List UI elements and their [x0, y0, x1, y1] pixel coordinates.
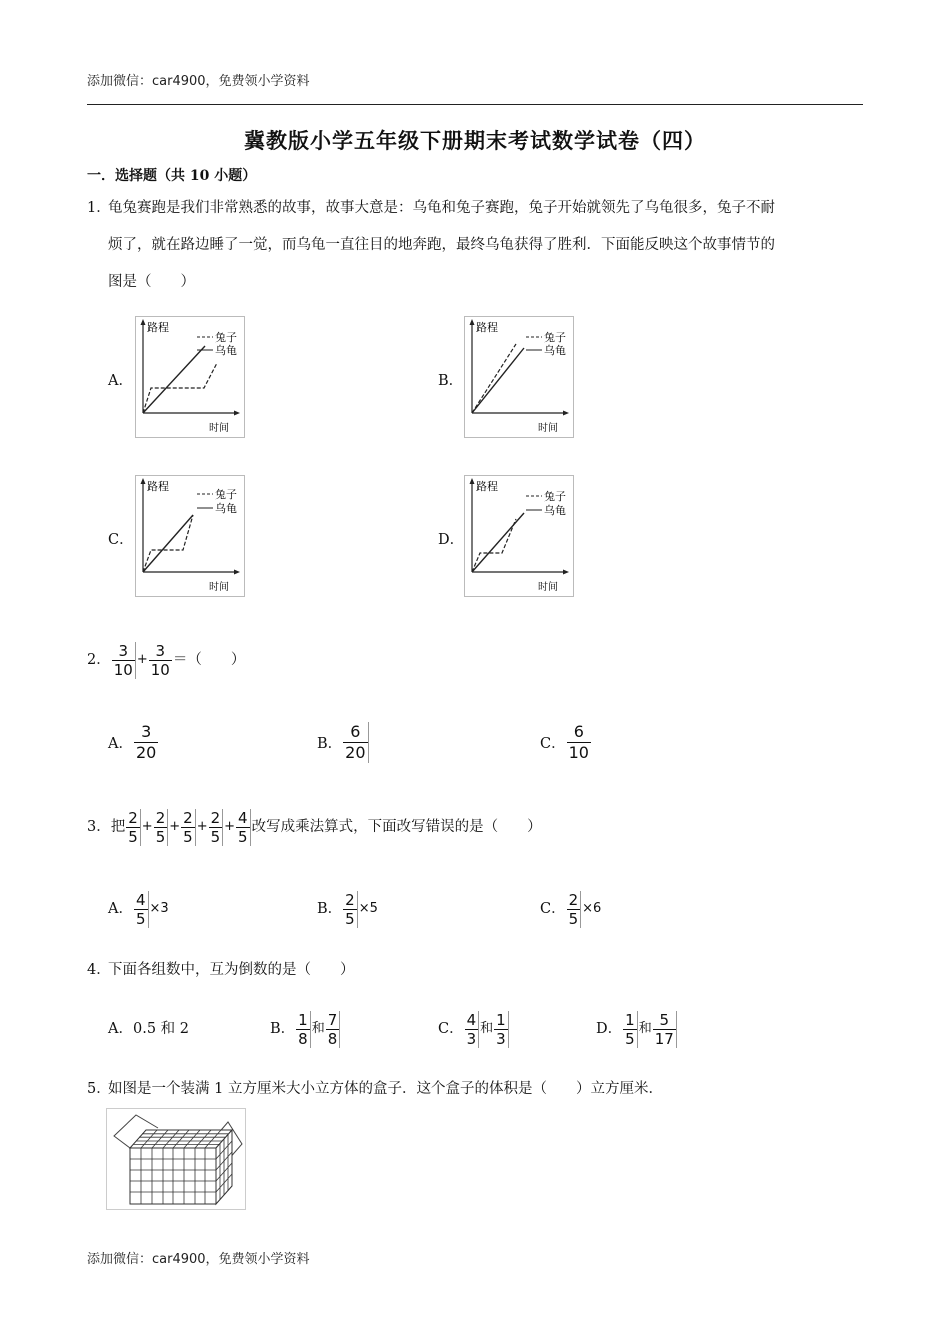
q4-c-and: 和	[480, 1021, 494, 1036]
q4-d2-denominator: 17	[654, 1029, 674, 1048]
chart-b-legend-rabbit: 兔子	[544, 331, 566, 344]
chart-c-x-label: 时间	[209, 582, 229, 593]
footer-contact: 添加微信：car4900，免费领小学资料	[87, 1252, 310, 1267]
header-divider	[87, 104, 863, 105]
q4-d2-numerator: 5	[659, 1010, 670, 1029]
q1-chart-a	[135, 316, 245, 438]
q3-option-a-label: A．	[108, 901, 133, 917]
q2-option-a-fraction	[134, 722, 158, 763]
q3-f5-numerator: 4	[238, 808, 248, 827]
q3-f1-numerator: 2	[128, 808, 138, 827]
q4-b1-denominator: 8	[298, 1029, 308, 1048]
q4-c2-numerator: 1	[496, 1010, 506, 1029]
q3-b-numerator: 2	[345, 890, 355, 909]
chart-c-legend-turtle: 乌龟	[215, 502, 237, 515]
q4-text: 下面各组数中，互为倒数的是（ ）	[108, 962, 355, 978]
q3-f3-numerator: 2	[183, 808, 193, 827]
q4-c-fraction-1	[465, 1011, 480, 1048]
q3-a-numerator: 4	[135, 890, 146, 909]
q2-c-denominator: 10	[568, 743, 589, 762]
chart-b-x-label: 时间	[538, 423, 558, 434]
q2-f1-denominator: 10	[113, 660, 133, 679]
q2-option-b[interactable]	[317, 722, 370, 763]
q4-d-and: 和	[638, 1021, 652, 1036]
q3-f1-denominator: 5	[128, 827, 138, 846]
q4-option-a-label: A．	[108, 1021, 133, 1037]
q3-stem	[87, 806, 542, 848]
q3-f4-denominator: 5	[210, 827, 221, 846]
chart-c-y-label: 路程	[147, 480, 169, 493]
q2-fraction-2	[149, 642, 172, 679]
chart-d-y-label: 路程	[476, 480, 498, 493]
q4-c-fraction-2	[494, 1011, 509, 1048]
q4-c1-numerator: 4	[466, 1010, 477, 1029]
q3-f2-denominator: 5	[155, 827, 166, 846]
q4-d1-numerator: 1	[625, 1010, 635, 1029]
q3-option-a-fraction	[134, 891, 149, 928]
q2-stem	[87, 640, 245, 680]
q5-text: 如图是一个装满 1 立方厘米大小立方体的盒子．这个盒子的体积是（ ）立方厘米．	[108, 1081, 663, 1097]
q2-option-b-label: B．	[317, 736, 343, 752]
q1-option-d-label[interactable]: D．	[438, 532, 465, 548]
q3-plus-3: +	[196, 819, 208, 834]
q3-fraction-2	[154, 809, 169, 846]
q2-tail: ＝（ ）	[172, 652, 246, 668]
q3-plus-1: +	[141, 819, 153, 834]
q2-b-denominator: 20	[345, 743, 366, 762]
q4-b2-denominator: 8	[327, 1029, 338, 1048]
q3-prefix: 把	[110, 819, 126, 835]
q3-number: 3．	[87, 819, 111, 835]
header-contact: 添加微信：car4900，免费领小学资料	[87, 74, 310, 89]
q1-line-1: 龟兔赛跑是我们非常熟悉的故事，故事大意是：乌龟和兔子赛跑，兔子开始就领先了乌龟很多，兔子不耐	[108, 200, 775, 216]
q2-f2-numerator: 3	[155, 641, 166, 660]
section-heading: 一．选择题（共 10 小题）	[87, 168, 257, 184]
chart-c-legend-rabbit: 兔子	[215, 488, 237, 501]
q3-option-b[interactable]	[317, 888, 378, 930]
q3-option-b-fraction	[343, 891, 358, 928]
q4-b-fraction-2	[326, 1011, 341, 1048]
q3-fraction-5	[236, 809, 251, 846]
q4-b1-numerator: 1	[298, 1010, 308, 1029]
q3-fraction-3	[181, 809, 196, 846]
q3-c-numerator: 2	[568, 890, 579, 909]
q3-plus-2: +	[169, 819, 181, 834]
q1-option-a-label[interactable]: A．	[108, 373, 133, 389]
q1-number: 1．	[87, 200, 111, 216]
q4-option-c[interactable]	[438, 1008, 510, 1050]
q2-option-c-fraction	[567, 722, 591, 763]
q2-a-denominator: 20	[135, 743, 157, 762]
q3-f2-numerator: 2	[155, 808, 166, 827]
q1-chart-d	[464, 475, 574, 597]
q2-c-numerator: 6	[573, 722, 584, 741]
q2-option-c[interactable]	[540, 722, 592, 763]
q2-option-b-fraction	[343, 722, 368, 763]
q5-number: 5．	[87, 1081, 111, 1097]
q4-option-a[interactable]	[108, 1008, 189, 1050]
q3-option-c-label: C．	[540, 901, 566, 917]
q4-option-d-label: D．	[596, 1021, 623, 1037]
q1-option-b-label[interactable]: B．	[438, 373, 464, 389]
q2-option-a-label: A．	[108, 736, 133, 752]
chart-a-legend-rabbit: 兔子	[215, 331, 237, 344]
q4-option-c-label: C．	[438, 1021, 464, 1037]
q3-option-a[interactable]	[108, 888, 169, 930]
q3-b-denominator: 5	[345, 909, 355, 928]
chart-d-x-label: 时间	[538, 582, 558, 593]
q3-option-c[interactable]	[540, 888, 601, 930]
q1-line-3: 图是（ ）	[108, 274, 195, 290]
q3-f5-denominator: 5	[238, 827, 248, 846]
q3-fraction-4	[209, 809, 224, 846]
q2-f2-denominator: 10	[150, 660, 170, 679]
q1-option-c-label[interactable]: C．	[108, 532, 134, 548]
q4-b-and: 和	[311, 1021, 325, 1036]
q3-c-denominator: 5	[568, 909, 579, 928]
q4-option-a-text: 0.5 和 2	[132, 1021, 189, 1037]
q4-d-fraction-2	[653, 1011, 677, 1048]
q2-option-a[interactable]	[108, 722, 159, 763]
q3-option-b-mul: ×5	[358, 901, 378, 916]
q4-b-fraction-1	[296, 1011, 311, 1048]
q3-option-c-mul: ×6	[582, 901, 602, 916]
q1-chart-c	[135, 475, 245, 597]
chart-d-legend-rabbit: 兔子	[544, 490, 566, 503]
chart-b-legend-turtle: 乌龟	[544, 344, 566, 357]
q1-line-2: 烦了，就在路边睡了一觉，而乌龟一直往目的地奔跑，最终乌龟获得了胜利．下面能反映这个故事情节的	[108, 237, 775, 253]
q3-plus-4: +	[224, 819, 236, 834]
q2-number: 2．	[87, 652, 111, 668]
q2-option-c-label: C．	[540, 736, 566, 752]
chart-a-y-label: 路程	[147, 321, 169, 334]
q2-plus: +	[136, 652, 148, 667]
q4-option-d[interactable]	[596, 1008, 678, 1050]
q3-f4-numerator: 2	[210, 808, 221, 827]
chart-d-legend-turtle: 乌龟	[544, 504, 566, 517]
q1-chart-b	[464, 316, 574, 438]
q4-d-fraction-1	[623, 1011, 638, 1048]
page-title: 冀教版小学五年级下册期末考试数学试卷（四）	[244, 128, 706, 153]
q2-fraction-1	[112, 642, 136, 679]
q3-a-denominator: 5	[135, 909, 146, 928]
q3-fraction-1	[126, 809, 141, 846]
q4-option-b-label: B．	[270, 1021, 296, 1037]
q4-c1-denominator: 3	[466, 1029, 477, 1048]
q4-option-b[interactable]	[270, 1008, 341, 1050]
q2-a-numerator: 3	[141, 722, 152, 741]
chart-b-y-label: 路程	[476, 321, 498, 334]
chart-a-legend-turtle: 乌龟	[215, 344, 237, 357]
q5-box-figure	[106, 1108, 246, 1210]
q3-f3-denominator: 5	[183, 827, 193, 846]
q4-number: 4．	[87, 962, 111, 978]
chart-a-x-label: 时间	[209, 423, 229, 434]
q3-tail: 改写成乘法算式，下面改写错误的是（ ）	[251, 819, 542, 835]
q2-b-numerator: 6	[350, 722, 361, 741]
q4-c2-denominator: 3	[496, 1029, 506, 1048]
q3-option-b-label: B．	[317, 901, 343, 917]
q3-option-c-fraction	[567, 891, 582, 928]
q3-option-a-mul: ×3	[149, 901, 169, 916]
q2-f1-numerator: 3	[118, 641, 129, 660]
q4-b2-numerator: 7	[327, 1010, 338, 1029]
q4-d1-denominator: 5	[625, 1029, 635, 1048]
